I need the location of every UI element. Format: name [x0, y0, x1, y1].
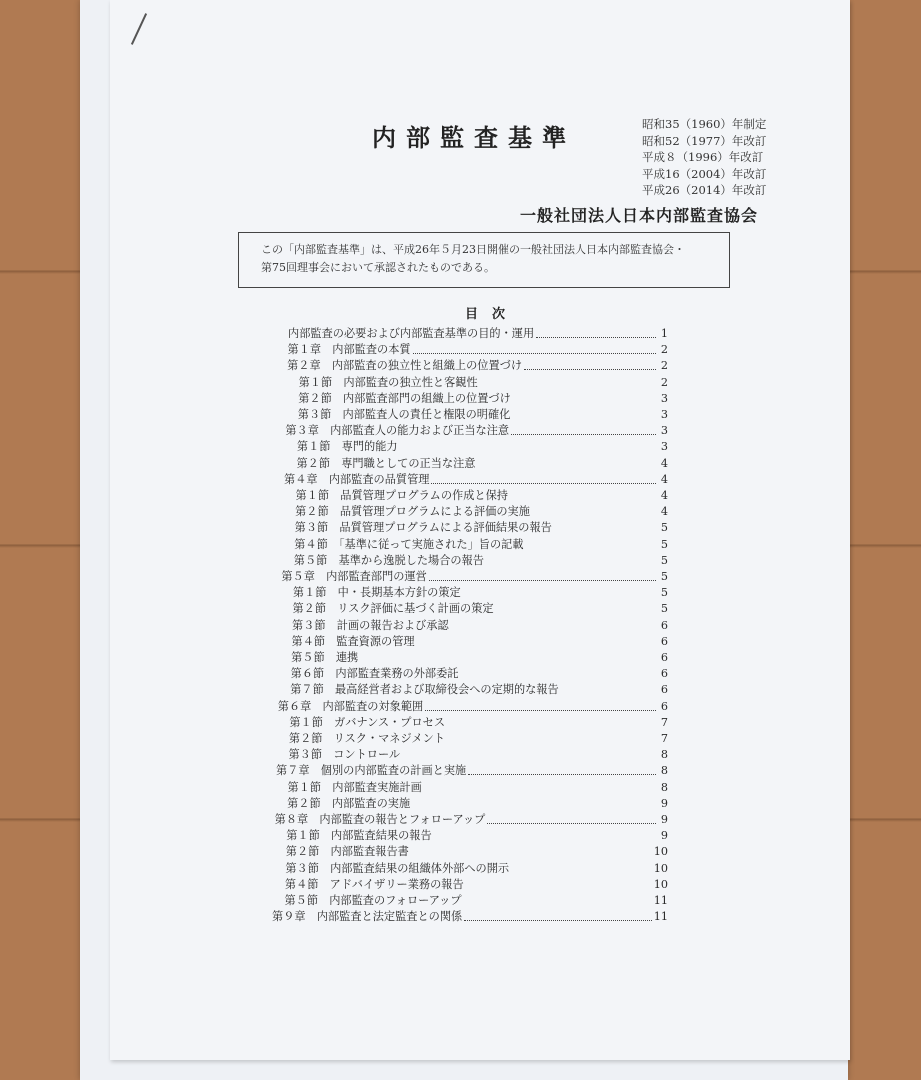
toc-entry-label: 第８章 内部監査の報告とフォローアップ	[274, 813, 486, 826]
history-line: 昭和35（1960）年制定	[642, 117, 767, 131]
toc-entry-label: 第３節 品質管理プログラムによる評価結果の報告	[294, 521, 552, 535]
toc-page-number: 5	[660, 537, 668, 551]
toc-chapter-row	[281, 568, 668, 584]
toc-section-row	[286, 843, 668, 859]
toc-entry-label: 第４節 監査資源の管理	[291, 634, 415, 648]
toc-page-number: 6	[660, 651, 668, 664]
toc-page-number: 9	[660, 829, 668, 843]
toc-entry-label: 第１節 ガバナンス・プロセス	[289, 715, 446, 729]
toc-section-row	[292, 633, 668, 649]
toc-page-number: 6	[660, 667, 668, 681]
toc-section-row	[292, 617, 668, 633]
approval-note-line: 第75回理事会において承認されたものである。	[261, 261, 495, 274]
toc-chapter-row	[287, 357, 668, 373]
toc-page-number: 4	[660, 472, 668, 486]
toc-page-number: 11	[653, 910, 668, 924]
toc-section-row	[293, 584, 668, 600]
toc-entry-label: 第３節 内部監査人の責任と権限の明確化	[297, 408, 511, 421]
toc-page-number: 8	[660, 780, 668, 794]
toc-entry-label: 第７節 最高経営者および取締役会への定期的な報告	[290, 683, 559, 697]
toc-leader-dots	[487, 822, 656, 824]
toc-entry-label: 第６章 内部監査の対象範囲	[277, 699, 424, 713]
toc-page-number: 7	[660, 732, 668, 745]
toc-section-row	[294, 552, 668, 568]
toc-page-number: 2	[660, 343, 668, 357]
toc-page-number: 8	[660, 764, 668, 778]
toc-entry-label: 第５節 連携	[291, 651, 359, 664]
toc-section-row	[291, 665, 668, 681]
toc-page-number: 2	[660, 375, 668, 389]
toc-leader-dots	[429, 579, 656, 581]
toc-entry-label: 第１節 内部監査結果の報告	[286, 829, 432, 843]
toc-leader-dots	[524, 368, 656, 370]
toc-section-row	[288, 746, 668, 762]
toc-entry-label: 第２節 内部監査の実施	[287, 796, 411, 810]
toc-entry-label: 第９章 内部監査と法定監査との関係	[272, 910, 463, 924]
toc-page-number: 7	[660, 715, 668, 729]
toc-chapter-row	[288, 341, 668, 357]
toc-leader-dots	[425, 709, 656, 711]
toc-entry-label: 第５章 内部監査部門の運営	[281, 570, 427, 583]
toc-page-number: 5	[660, 602, 668, 616]
toc-section-row	[289, 714, 668, 730]
toc-page-number: 6	[660, 683, 668, 697]
toc-section-row	[285, 860, 668, 876]
toc-page-number: 6	[660, 634, 668, 648]
toc-section-row	[292, 600, 668, 616]
toc-page-number: 3	[660, 424, 668, 438]
toc-entry-label: 内部監査の必要および内部監査基準の目的・運用	[288, 327, 535, 340]
toc-leader-dots	[536, 336, 656, 338]
toc-page-number: 10	[653, 861, 668, 875]
toc-entry-label: 第４節 「基準に従って実施された」旨の記載	[294, 537, 524, 551]
toc-section-row	[289, 730, 668, 746]
toc-section-row	[299, 374, 668, 390]
toc-leader-dots	[431, 482, 656, 484]
toc-chapter-row	[284, 471, 668, 487]
toc-heading: 目次	[465, 307, 520, 322]
toc-page-number: 2	[660, 359, 668, 373]
toc-page-number: 9	[660, 813, 668, 826]
toc-section-row	[291, 649, 668, 665]
toc-section-row	[285, 876, 668, 892]
toc-page-number: 8	[660, 748, 668, 762]
toc-entry-label: 第１節 専門的能力	[296, 440, 398, 454]
toc-page-number: 11	[653, 894, 668, 907]
toc-page-number: 5	[660, 570, 668, 583]
toc-entry-label: 第１節 内部監査実施計画	[287, 780, 422, 794]
toc-entry-label: 第３節 コントロール	[288, 748, 401, 762]
toc-page-number: 10	[653, 877, 668, 891]
toc-page-number: 4	[660, 505, 668, 519]
toc-chapter-row	[278, 698, 668, 714]
toc-leader-dots	[413, 352, 656, 354]
toc-entry-label: 第４章 内部監査の品質管理	[284, 472, 430, 486]
toc-section-row	[298, 406, 668, 422]
toc-chapter-row	[275, 811, 668, 827]
organization-name: 一般社団法人日本内部監査協会	[520, 206, 759, 225]
toc-chapter-row	[276, 762, 668, 778]
toc-entry-label: 第１節 内部監査の独立性と客観性	[298, 375, 478, 389]
toc-entry-label: 第２節 内部監査報告書	[285, 845, 409, 859]
history-line: 平成26（2014）年改訂	[642, 183, 767, 197]
toc-section-row	[297, 438, 668, 454]
toc-page-number: 6	[660, 699, 668, 713]
toc-chapter-row	[285, 422, 668, 438]
toc-page-number: 3	[660, 408, 668, 421]
toc-page-number: 5	[660, 553, 668, 567]
toc-leader-dots	[464, 919, 652, 921]
toc-page-number: 1	[660, 327, 668, 340]
toc-section-row	[295, 503, 668, 519]
toc-entry-label: 第１章 内部監査の本質	[287, 343, 411, 357]
toc-section-row	[287, 795, 668, 811]
toc-page-number: 4	[660, 456, 668, 470]
toc-section-row	[295, 519, 668, 535]
toc-section-row	[296, 455, 668, 471]
toc-section-row	[294, 536, 668, 552]
toc-entry-label: 第２節 専門職としての正当な注意	[296, 456, 476, 470]
approval-note-line: この「内部監査基準」は、平成26年５月23日開催の一般社団法人日本内部監査協会・	[261, 243, 685, 256]
toc-section-row	[290, 681, 668, 697]
toc-leader-dots	[511, 433, 656, 435]
toc-entry-label: 第５節 内部監査のフォローアップ	[284, 894, 462, 907]
toc-entry-label: 第２節 リスク評価に基づく計画の策定	[292, 602, 494, 616]
toc-page-number: 5	[660, 521, 668, 535]
toc-entry-label: 第４節 アドバイザリー業務の報告	[284, 877, 464, 891]
toc-entry-label: 第２節 リスク・マネジメント	[288, 732, 445, 745]
toc-entry-label: 第２節 品質管理プログラムによる評価の実施	[295, 505, 530, 519]
history-line: 平成16（2004）年改訂	[642, 166, 767, 181]
toc-entry-label: 第７章 個別の内部監査の計画と実施	[276, 764, 467, 778]
toc-page-number: 5	[660, 586, 668, 600]
toc-entry-label: 第６節 内部監査業務の外部委託	[290, 667, 459, 681]
toc-chapter-row	[288, 325, 668, 341]
toc-leader-dots	[468, 773, 656, 775]
toc-entry-label: 第５節 基準から逸脱した場合の報告	[293, 553, 484, 567]
toc-page-number: 9	[660, 796, 668, 810]
toc-page-number: 10	[653, 845, 668, 859]
toc-entry-label: 第３節 計画の報告および承認	[292, 618, 449, 632]
toc-section-row	[286, 827, 668, 843]
toc-section-row	[298, 390, 668, 406]
toc-section-row	[288, 779, 668, 795]
toc-page-number: 3	[660, 440, 668, 454]
toc-entry-label: 第２章 内部監査の独立性と組織上の位置づけ	[287, 359, 523, 373]
toc-entry-label: 第１節 品質管理プログラムの作成と保持	[295, 489, 508, 502]
toc-entry-label: 第３章 内部監査人の能力および正当な注意	[285, 424, 510, 438]
history-line: 平成８（1996）年改訂	[642, 150, 764, 164]
toc-page-number: 6	[660, 618, 668, 632]
toc-entry-label: 第２節 内部監査部門の組織上の位置づけ	[298, 391, 511, 405]
toc-section-row	[296, 487, 668, 503]
toc-entry-label: 第１節 中・長期基本方針の策定	[292, 586, 461, 600]
toc-page-number: 4	[660, 489, 668, 502]
toc-entry-label: 第３節 内部監査結果の組織体外部への開示	[285, 861, 510, 875]
document-title: 内部監査基準	[372, 123, 576, 152]
history-line: 昭和52（1977）年改訂	[642, 133, 767, 148]
toc-chapter-row	[272, 908, 668, 924]
toc-section-row	[284, 892, 668, 908]
toc-page-number: 3	[660, 391, 668, 405]
